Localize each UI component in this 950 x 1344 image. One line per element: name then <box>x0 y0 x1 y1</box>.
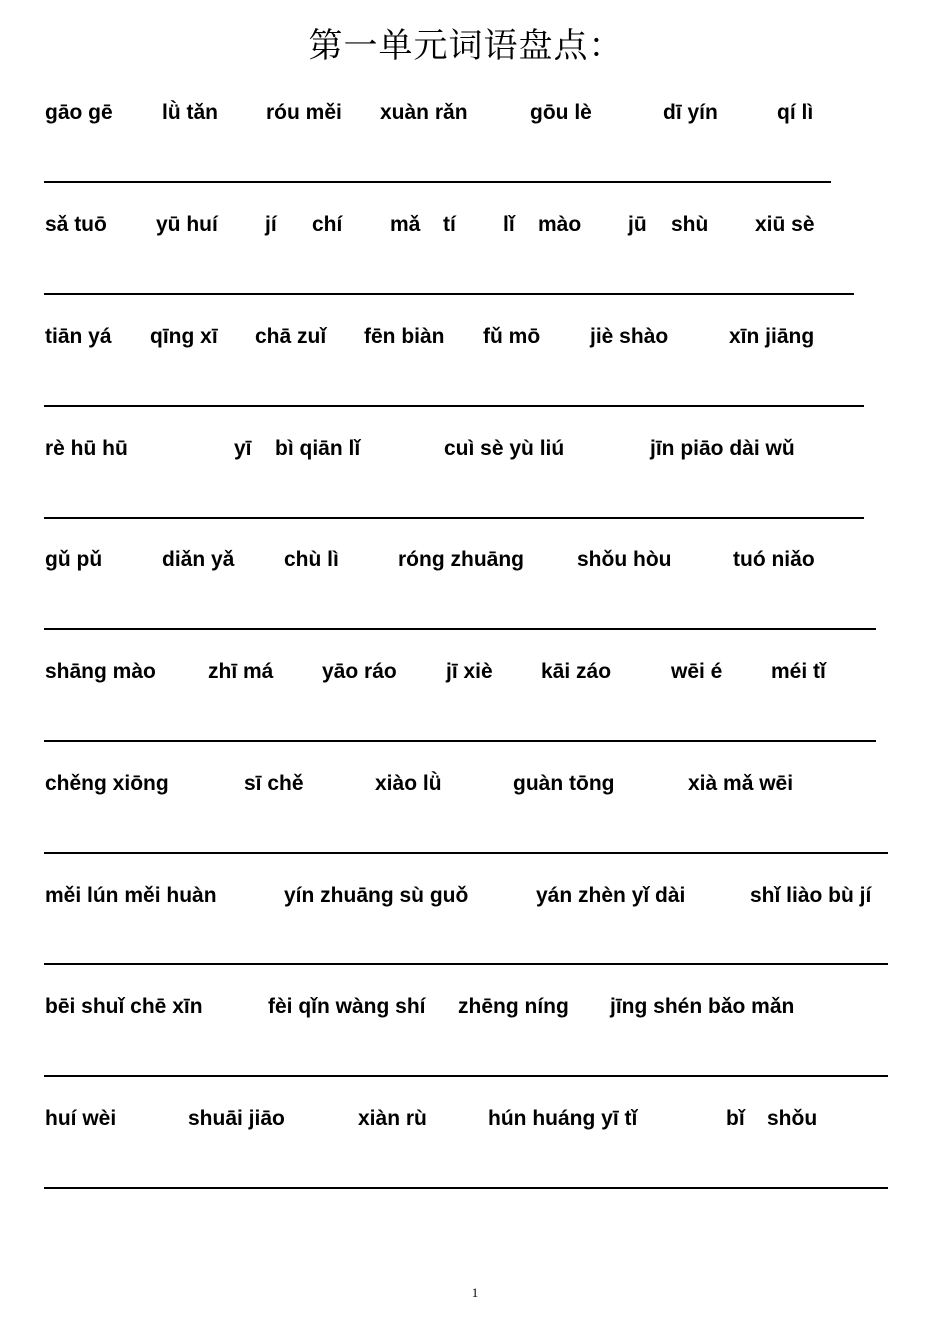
pinyin-word: jī xiè <box>446 660 493 683</box>
pinyin-word: sī chě <box>244 772 304 795</box>
pinyin-word: lǜ tǎn <box>162 101 218 124</box>
pinyin-word: bì qiān lǐ <box>275 437 361 460</box>
pinyin-word: xīn jiāng <box>729 325 815 348</box>
answer-line <box>44 405 864 407</box>
pinyin-word: bǐ <box>726 1107 745 1130</box>
answer-line <box>44 628 876 630</box>
pinyin-word: chí <box>312 213 343 236</box>
page-number: 1 <box>471 1285 479 1300</box>
pinyin-word: tiān yá <box>45 325 112 348</box>
pinyin-word: cuì sè yù liú <box>444 437 565 460</box>
pinyin-word: tí <box>443 213 456 236</box>
pinyin-word: jí <box>265 213 277 236</box>
pinyin-word: diǎn yǎ <box>162 548 235 571</box>
answer-line <box>44 293 854 295</box>
pinyin-word: yín zhuāng sù guǒ <box>284 884 469 907</box>
pinyin-word: méi tǐ <box>771 660 826 683</box>
pinyin-word: gōu lè <box>530 101 592 124</box>
pinyin-word: fǔ mō <box>483 325 541 348</box>
pinyin-word: zhēng níng <box>458 995 569 1018</box>
pinyin-word: chù lì <box>284 548 339 571</box>
answer-line <box>44 1075 888 1077</box>
pinyin-word: yán zhèn yǐ dài <box>536 884 686 907</box>
answer-line <box>44 852 888 854</box>
pinyin-word: qí lì <box>777 101 814 124</box>
pinyin-word: kāi záo <box>541 660 612 683</box>
pinyin-word: chěng xiōng <box>45 772 169 795</box>
pinyin-word: fēn biàn <box>364 325 445 348</box>
pinyin-word: xuàn rǎn <box>380 101 468 124</box>
pinyin-word: jū <box>628 213 647 236</box>
pinyin-word: jīng shén bǎo mǎn <box>610 995 795 1018</box>
pinyin-word: fèi qǐn wàng shí <box>268 995 426 1018</box>
answer-line <box>44 740 876 742</box>
pinyin-word: gāo gē <box>45 101 113 124</box>
pinyin-word: xiū sè <box>755 213 815 236</box>
pinyin-word: shǒu <box>767 1107 818 1130</box>
pinyin-word: róng zhuāng <box>398 548 524 571</box>
pinyin-word: huí wèi <box>45 1107 117 1130</box>
pinyin-word: tuó niǎo <box>733 548 815 571</box>
pinyin-word: mào <box>538 213 582 236</box>
pinyin-word: sǎ tuō <box>45 213 107 236</box>
pinyin-word: guàn tōng <box>513 772 615 795</box>
pinyin-word: jiè shào <box>590 325 669 348</box>
pinyin-word: lǐ <box>503 213 515 236</box>
answer-line <box>44 517 864 519</box>
pinyin-word: róu měi <box>266 101 342 124</box>
pinyin-word: xiàn rù <box>358 1107 427 1130</box>
pinyin-word: yī <box>234 437 252 460</box>
pinyin-word: rè hū hū <box>45 437 128 460</box>
pinyin-word: gǔ pǔ <box>45 548 103 571</box>
pinyin-word: xià mǎ wēi <box>688 772 794 795</box>
pinyin-word: dī yín <box>663 101 718 124</box>
pinyin-word: xiào lǜ <box>375 772 442 795</box>
pinyin-word: jīn piāo dài wǔ <box>650 437 795 460</box>
pinyin-word: qīng xī <box>150 325 218 348</box>
answer-line <box>44 963 888 965</box>
pinyin-word: shù <box>671 213 709 236</box>
answer-line <box>44 181 831 183</box>
page-title: 第一单元词语盘点： <box>308 26 624 66</box>
pinyin-word: shǐ liào bù jí <box>750 884 872 907</box>
pinyin-word: yāo ráo <box>322 660 397 683</box>
pinyin-word: hún huáng yī tǐ <box>488 1107 638 1130</box>
pinyin-word: zhī má <box>208 660 274 683</box>
pinyin-word: shāng mào <box>45 660 156 683</box>
pinyin-word: wēi é <box>671 660 723 683</box>
answer-line <box>44 1187 888 1189</box>
pinyin-word: shuāi jiāo <box>188 1107 285 1130</box>
pinyin-word: mǎ <box>390 213 421 236</box>
pinyin-word: bēi shuǐ chē xīn <box>45 995 203 1018</box>
pinyin-word: chā zuǐ <box>255 325 327 348</box>
pinyin-word: shǒu hòu <box>577 548 672 571</box>
pinyin-word: měi lún měi huàn <box>45 884 217 907</box>
pinyin-word: yū huí <box>156 213 218 236</box>
